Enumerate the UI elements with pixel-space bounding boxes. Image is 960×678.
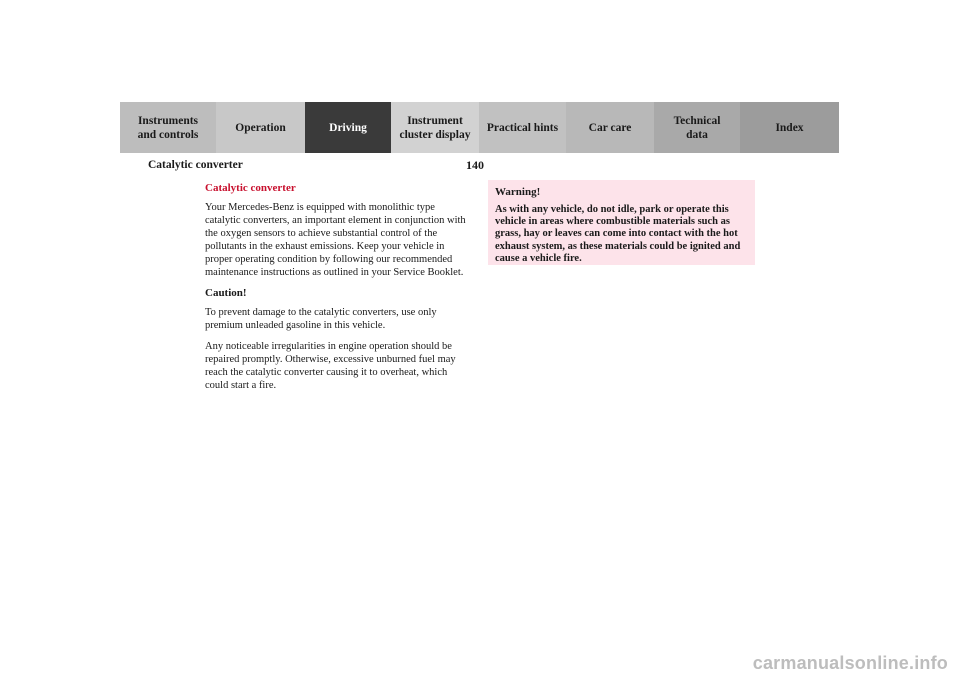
caution-paragraph-irregularities: Any noticeable irregularities in engine operation should be repaired promptly. Otherwise, excessive unburned fuel may reach the catalytic converter causing it to overheat, which could start a fire. [205, 341, 456, 391]
caution-heading: Caution! [205, 287, 247, 299]
warning-heading: Warning! [495, 186, 541, 198]
tab-practical-hints[interactable]: Practical hints [479, 102, 566, 153]
warning-box [488, 180, 755, 265]
tab-index[interactable]: Index [740, 102, 839, 153]
section-heading: Catalytic converter [205, 182, 296, 194]
warning-text: As with any vehicle, do not idle, park or operate this vehicle in areas where combustible materials such as grass, hay or leaves can come into contact with the hot exhaust system, as these materials could be ignited and cause a vehicle fire. [495, 204, 741, 264]
tab-instrument-cluster-display[interactable]: Instrument cluster display [391, 102, 479, 153]
tab-car-care[interactable]: Car care [566, 102, 654, 153]
tab-instruments-and-controls[interactable]: Instruments and controls [120, 102, 216, 153]
main-content [205, 182, 470, 400]
page-number: 140 [466, 158, 484, 172]
caution-paragraph-fuel: To prevent damage to the catalytic converters, use only premium unleaded gasoline in this vehicle. [205, 307, 437, 331]
watermark: carmanualsonline.info [752, 653, 948, 673]
intro-paragraph: Your Mercedes-Benz is equipped with monolithic type catalytic converters, an important element in conjunction with the oxygen sensors to achieve substantial control of the pollutants in the exhaust emissions. Keep your vehicle in proper operating condition by following our recommended maintenance instructions as outlined in your Service Booklet. [205, 202, 466, 278]
tab-driving[interactable]: Driving [305, 102, 391, 153]
section-nav-bar [120, 102, 839, 153]
tab-technical-data[interactable]: Technical data [654, 102, 740, 153]
tab-operation[interactable]: Operation [216, 102, 305, 153]
page-title: Catalytic converter [148, 159, 243, 171]
